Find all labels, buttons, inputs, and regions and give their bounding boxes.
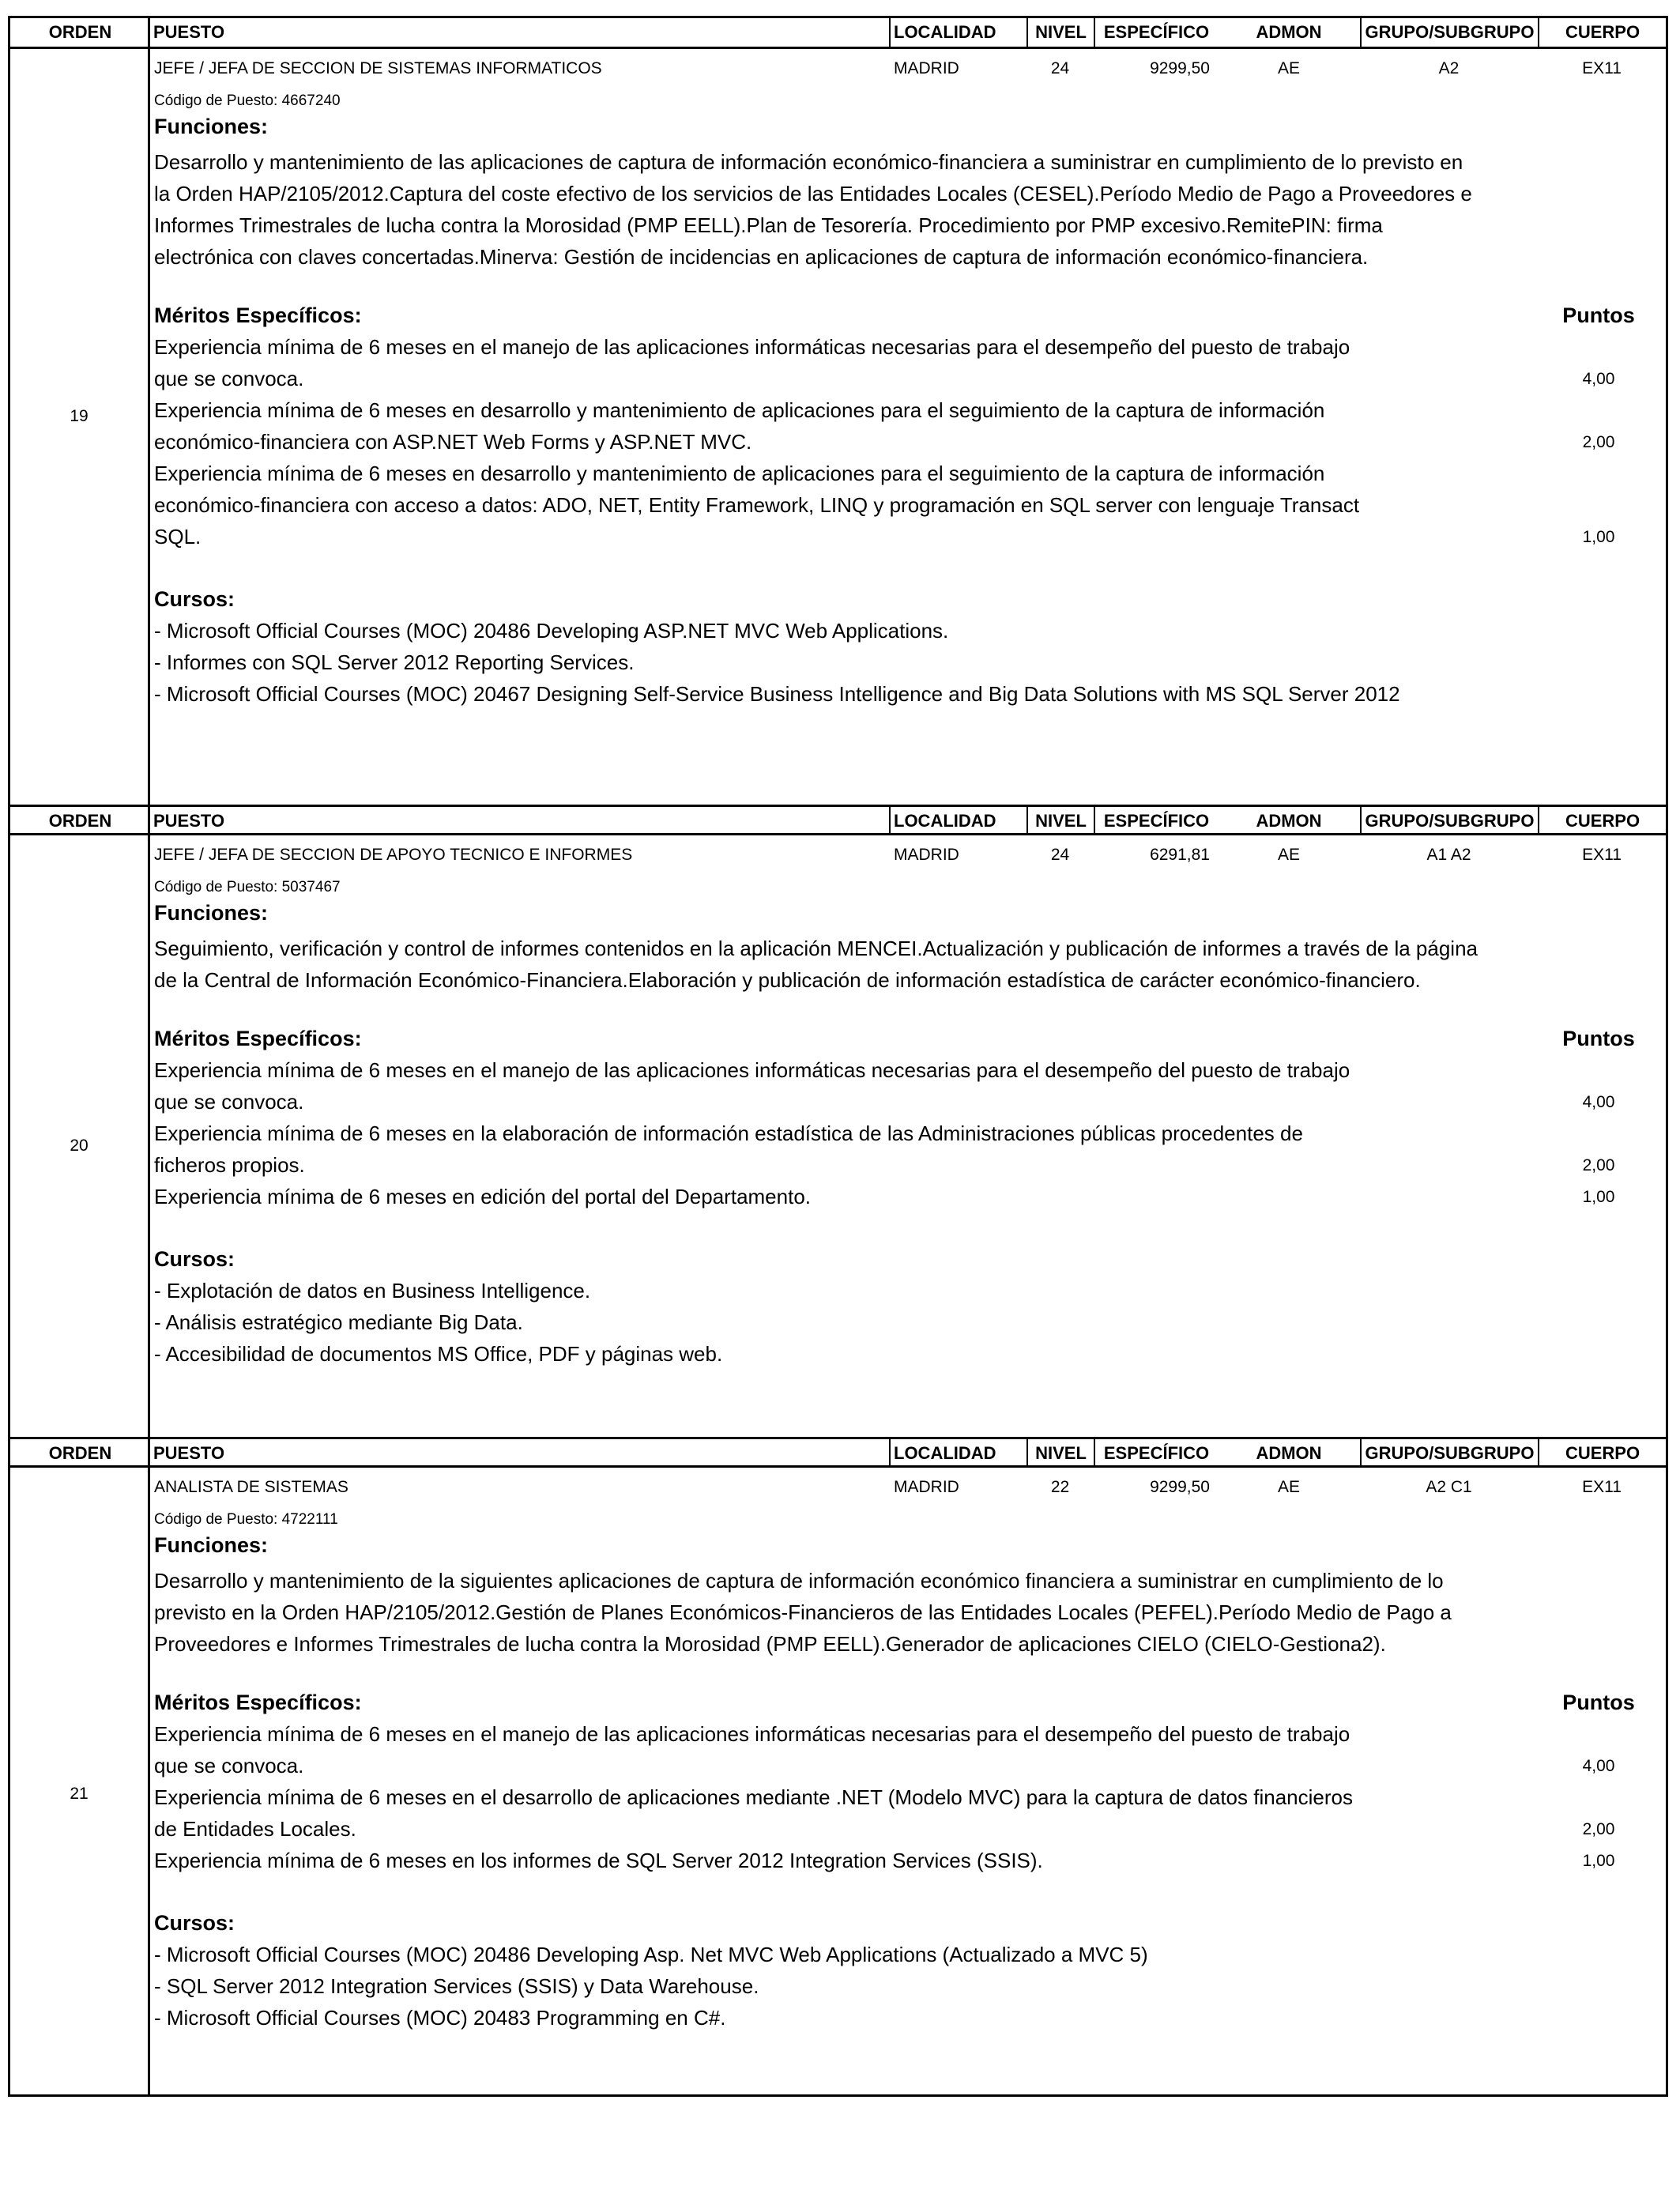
column-header-row: [10, 1437, 1666, 1468]
column-header-orden: ORDEN: [48, 22, 112, 42]
position-localidad: MADRID: [894, 1478, 959, 1496]
funciones-text: Seguimiento, verificación y control de informes contenidos en la aplicación MENCEI.Actualización y publicación de informes a través de la página de la Central de Información Económico-Financiera.Elaboración y publicación de información estadística de carácter económico-financiero.: [154, 937, 1478, 992]
merito-text: Experiencia mínima de 6 meses en el manejo de las aplicaciones informáticas necesarias para el desempeño del puesto de trabajo: [154, 1722, 1350, 1746]
funciones-text: Desarrollo y mantenimiento de las aplicaciones de captura de información económico-financiera a suministrar en cumplimiento de lo previsto en la Orden HAP/2105/2012.Captura del coste efectivo de los servicios de las Entidades Locales (CESEL).Período Medio de Pago a Proveedores e Informes Trimestrales de lucha contra la Morosidad (PMP EELL).Plan de Tesorería. Procedimiento por PMP excesivo.RemitePIN: firma electrónica con claves concertadas.Minerva: Gestión de incidencias en aplicaciones de captura de información económico-financiera.: [154, 150, 1472, 269]
orden-number: 21: [70, 1785, 89, 1803]
merito-text: Experiencia mínima de 6 meses en el manejo de las aplicaciones informáticas necesarias para el desempeño del puesto de trabajo: [154, 1058, 1350, 1082]
position-grupo: A1 A2: [1426, 846, 1471, 864]
position-admon: AE: [1277, 1478, 1300, 1496]
column-header-row: [10, 18, 1666, 49]
puntos-heading: Puntos: [1562, 303, 1635, 327]
meritos-heading: Méritos Específicos:: [154, 303, 362, 327]
merito-text: Experiencia mínima de 6 meses en el manejo de las aplicaciones informáticas necesarias para el desempeño del puesto de trabajo: [154, 335, 1350, 359]
position-code: Código de Puesto: 4722111: [154, 1511, 338, 1528]
column-header-grupo: GRUPO/SUBGRUPO: [1360, 18, 1538, 47]
merito-text: ficheros propios.: [154, 1153, 305, 1177]
funciones-heading: Funciones:: [154, 115, 269, 138]
meritos-heading: Méritos Específicos:: [154, 1691, 362, 1714]
position-puesto: ANALISTA DE SISTEMAS: [154, 1478, 348, 1496]
funciones-text: Desarrollo y mantenimiento de la siguientes aplicaciones de captura de información económico financiera a suministrar en cumplimiento de lo previsto en la Orden HAP/2105/2012.Gestión de Planes Económicos-Financieros de las Entidades Locales (PEFEL).Período Medio de Pago a Proveedores e Informes Trimestrales de lucha contra la Morosidad (PMP EELL).Generador de aplicaciones CIELO (CIELO-Gestiona2).: [154, 1569, 1452, 1656]
merito-text: económico-financiera con ASP.NET Web Forms y ASP.NET MVC.: [154, 430, 752, 454]
merito-text: que se convoca.: [154, 367, 304, 390]
curso-item: - Microsoft Official Courses (MOC) 20486 Developing Asp. Net MVC Web Applications (Actualizado a MVC 5): [154, 1943, 1148, 1966]
merito-text: SQL.: [154, 525, 202, 548]
merito-text: económico-financiera con acceso a datos: ADO, NET, Entity Framework, LINQ y programación en SQL server con lenguaje Transact: [154, 493, 1360, 517]
orden-number: 20: [70, 1137, 89, 1155]
column-header-nivel: NIVEL: [1026, 18, 1094, 47]
position-nivel: 24: [1050, 846, 1070, 864]
merito-text: de Entidades Locales.: [154, 1817, 356, 1841]
column-header-nivel: NIVEL: [1026, 807, 1094, 833]
curso-item: - Microsoft Official Courses (MOC) 20483 Programming en C#.: [154, 2006, 726, 2030]
curso-item: - Microsoft Official Courses (MOC) 20467 Designing Self-Service Business Intelligence and Big Data Solutions with MS SQL Server 2012: [154, 682, 1400, 706]
column-header-cuerpo: CUERPO: [1538, 807, 1666, 833]
position-cuerpo: EX11: [1582, 1478, 1622, 1496]
curso-item: - Informes con SQL Server 2012 Reporting Services.: [154, 650, 635, 674]
position-grupo: A2: [1438, 59, 1460, 77]
column-header-localidad: LOCALIDAD: [889, 1439, 1026, 1465]
merito-text: Experiencia mínima de 6 meses en los informes de SQL Server 2012 Integration Services (SSIS).: [154, 1849, 1043, 1872]
column-header-orden: ORDEN: [48, 1443, 112, 1463]
curso-item: - Microsoft Official Courses (MOC) 20486 Developing ASP.NET MVC Web Applications.: [154, 619, 949, 643]
column-header-puesto: PUESTO: [153, 22, 225, 42]
merito-text: Experiencia mínima de 6 meses en desarrollo y mantenimiento de aplicaciones para el seguimiento de la captura de información: [154, 398, 1325, 422]
column-header-localidad: LOCALIDAD: [889, 18, 1026, 47]
funciones-heading: Funciones:: [154, 1533, 269, 1557]
column-header-orden: ORDEN: [48, 811, 112, 831]
column-header-cuerpo: CUERPO: [1538, 1439, 1666, 1465]
position-nivel: 22: [1050, 1478, 1070, 1496]
merito-text: Experiencia mínima de 6 meses en la elaboración de información estadística de las Administraciones públicas procedentes de: [154, 1122, 1303, 1145]
funciones-heading: Funciones:: [154, 901, 269, 925]
position-block: [10, 18, 1666, 805]
column-header-especifico: ESPECÍFICO: [1094, 18, 1218, 47]
merito-puntos: 1,00: [1582, 528, 1615, 546]
document-table: [8, 16, 1668, 2097]
merito-puntos: 2,00: [1582, 1820, 1615, 1838]
curso-item: - Accesibilidad de documentos MS Office, PDF y páginas web.: [154, 1342, 723, 1366]
merito-puntos: 4,00: [1582, 370, 1615, 388]
position-puesto: JEFE / JEFA DE SECCION DE APOYO TECNICO E INFORMES: [154, 846, 633, 864]
column-header-admon: ADMON: [1256, 1443, 1322, 1463]
puntos-heading: Puntos: [1562, 1691, 1635, 1714]
merito-puntos: 4,00: [1582, 1093, 1615, 1111]
cursos-heading: Cursos:: [154, 1247, 235, 1271]
position-localidad: MADRID: [894, 846, 959, 864]
curso-item: - Explotación de datos en Business Intelligence.: [154, 1279, 591, 1302]
column-header-especifico: ESPECÍFICO: [1094, 1439, 1218, 1465]
position-especifico: 9299,50: [1150, 59, 1210, 77]
position-admon: AE: [1277, 59, 1300, 77]
merito-text: Experiencia mínima de 6 meses en edición del portal del Departamento.: [154, 1185, 812, 1208]
position-puesto: JEFE / JEFA DE SECCION DE SISTEMAS INFORMATICOS: [154, 59, 602, 77]
column-header-nivel: NIVEL: [1026, 1439, 1094, 1465]
column-header-admon: ADMON: [1256, 22, 1322, 42]
curso-item: - Análisis estratégico mediante Big Data.: [154, 1310, 523, 1334]
position-code: Código de Puesto: 5037467: [154, 879, 341, 895]
position-cuerpo: EX11: [1582, 59, 1622, 77]
orden-number: 19: [70, 407, 89, 425]
merito-text: Experiencia mínima de 6 meses en el desarrollo de aplicaciones mediante .NET (Modelo MVC) para la captura de datos financieros: [154, 1785, 1353, 1809]
column-header-row: [10, 805, 1666, 835]
curso-item: - SQL Server 2012 Integration Services (SSIS) y Data Warehouse.: [154, 1974, 759, 1998]
position-especifico: 6291,81: [1150, 846, 1210, 864]
column-header-especifico: ESPECÍFICO: [1094, 807, 1218, 833]
column-header-cuerpo: CUERPO: [1538, 18, 1666, 47]
position-nivel: 24: [1050, 59, 1070, 77]
column-header-grupo: GRUPO/SUBGRUPO: [1360, 1439, 1538, 1465]
merito-puntos: 2,00: [1582, 433, 1615, 451]
column-header-grupo: GRUPO/SUBGRUPO: [1360, 807, 1538, 833]
column-header-admon: ADMON: [1256, 811, 1322, 831]
position-cuerpo: EX11: [1582, 846, 1622, 864]
position-especifico: 9299,50: [1150, 1478, 1210, 1496]
merito-text: Experiencia mínima de 6 meses en desarrollo y mantenimiento de aplicaciones para el seguimiento de la captura de información: [154, 462, 1325, 485]
position-localidad: MADRID: [894, 59, 959, 77]
puntos-heading: Puntos: [1562, 1027, 1635, 1050]
position-code: Código de Puesto: 4667240: [154, 92, 341, 109]
meritos-heading: Méritos Específicos:: [154, 1027, 362, 1050]
merito-text: que se convoca.: [154, 1754, 304, 1777]
column-header-puesto: PUESTO: [153, 811, 225, 831]
position-block: [10, 805, 1666, 1437]
position-admon: AE: [1277, 846, 1300, 864]
position-block: [10, 1437, 1666, 2097]
cursos-heading: Cursos:: [154, 1911, 235, 1935]
cursos-heading: Cursos:: [154, 587, 235, 611]
merito-puntos: 4,00: [1582, 1757, 1615, 1775]
merito-puntos: 1,00: [1582, 1188, 1615, 1206]
merito-puntos: 2,00: [1582, 1156, 1615, 1174]
column-header-puesto: PUESTO: [153, 1443, 225, 1463]
position-grupo: A2 C1: [1426, 1478, 1472, 1496]
merito-text: que se convoca.: [154, 1090, 304, 1114]
merito-puntos: 1,00: [1582, 1852, 1615, 1870]
column-header-localidad: LOCALIDAD: [889, 807, 1026, 833]
